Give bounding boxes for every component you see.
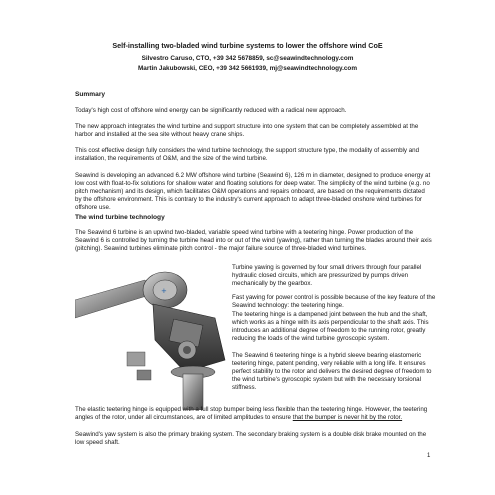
document-title: Self-installing two-bladed wind turbine systems to lower the offshore wind CoE — [112, 41, 383, 50]
author-line-1: Silvestro Caruso, CTO, +39 342 5678859, sc@seawindtechnology.com — [141, 55, 354, 62]
hybrid-hinge-paragraph: The Seawind 6 teetering hinge is a hybrid sleeve bearing elastomeric teetering hinge, patent pending, very reliable with a long life. It ensures perfect stability to the rotor and delivers the desired degree of freedom to the wind turbine's gyroscopic system but with the necessary torsional stiffness. — [232, 352, 432, 392]
summary-heading: Summary — [75, 91, 106, 98]
turbine-drawing — [75, 260, 235, 410]
bumper-paragraph — [75, 406, 433, 422]
teetering-hinge-paragraph: The teetering hinge is a dampened joint between the hub and the shaft, which works as a hinge with its axis perpendicular to the shaft axis. This introduces an additional degree of freedom to the running rotor, greatly reducing the loads of the wind turbine gyroscopic system. — [232, 311, 429, 343]
bumper-underlined-text: that the bumper is never hit by the rotor. — [292, 414, 403, 422]
page-number: 1 — [427, 453, 431, 459]
summary-paragraph-4: Seawind is developing an advanced 6.2 MW offshore wind turbine (Seawind 6), 126 m in diameter, designed to produce energy at low cost with float-to-fix solutions for shallow water and floating solutions for deep water. The simplicity of the wind turbine (e.g. no pitch mechanism) and its design, which facilitates O&M operations and repairs onboard, are based on the requirements dictated by the offshore environment. This is contrary to the industry's current approach to adapt three-bladed onshore wind turbines for offshore use. — [75, 172, 431, 212]
technology-heading: The wind turbine technology — [75, 214, 165, 221]
summary-paragraph-3: This cost effective design fully considers the wind turbine technology, the support structure type, the modality of assembly and installation, the requirements of O&M, and the size of the wind turbine. — [75, 147, 420, 163]
summary-paragraph-2: The new approach integrates the wind turbine and support structure into one system that can be completely assembled at the harbor and installed at the sea site without heavy crane ships. — [75, 123, 419, 139]
fast-yawing-paragraph: Fast yawing for power control is possible because of the key feature of the Seawind technology: the teetering hinge. — [232, 294, 436, 310]
yaw-paragraph: Turbine yawing is governed by four small drivers through four parallel hydraulic closed circuits, which are pressurized by pumps driven mechanically by the gearbox. — [232, 264, 422, 288]
bumper-text: The elastic teetering hinge is equipped with a full stop bumper being less flexible than the teetering hinge. However, the teetering angles of the rotor, under all circumstances, are of limited amplitudes to ensure — [75, 406, 428, 422]
svg-text:+: + — [161, 287, 167, 295]
braking-paragraph: Seawind's yaw system is also the primary braking system. The secondary braking system is a double disk brake mounted on the low speed shaft. — [75, 431, 427, 447]
summary-paragraph-1: Today's high cost of offshore wind energy can be significantly reduced with a radical new approach. — [75, 107, 347, 114]
author-line-2: Martin Jakubowski, CEO, +39 342 5661939, mj@seawindtechnology.com — [137, 65, 358, 72]
technology-intro: The Seawind 6 turbine is an upwind two-bladed, variable speed wind turbine with a teetering hinge. Power production of the Seawind 6 is controlled by turning the turbine head into or out of the wind (yawing), rather than turning the blades around their axis (pitching). Seawind turbines eliminate pitch control - the major failure source of three-bladed wind turbines. — [75, 229, 432, 253]
turbine-nacelle-illustration — [75, 260, 235, 410]
